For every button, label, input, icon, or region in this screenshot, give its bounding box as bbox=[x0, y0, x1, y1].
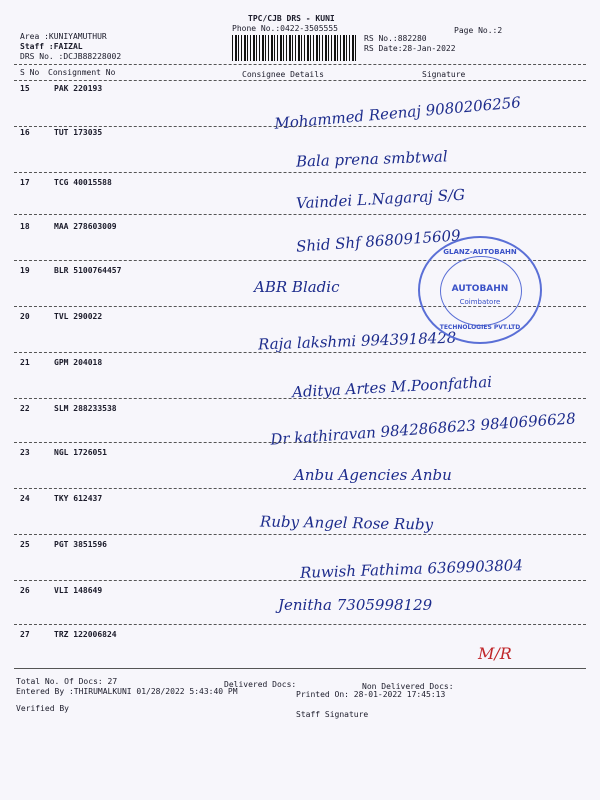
drs-number: DRS No. :DCJB88228002 bbox=[20, 52, 122, 61]
row-sno: 26 bbox=[20, 586, 30, 595]
rs-number: RS No.:882280 bbox=[364, 34, 427, 43]
row-handwriting: Bala prena smbtwal bbox=[295, 147, 448, 171]
row-divider bbox=[14, 534, 586, 535]
row-consignment: TVL 290022 bbox=[54, 312, 103, 321]
row-consignment: TRZ 122006824 bbox=[54, 630, 117, 639]
row-divider bbox=[14, 398, 586, 399]
col-header-sno: S No bbox=[20, 68, 40, 77]
row-sno: 16 bbox=[20, 128, 30, 137]
row-handwriting: Ruby Angel Rose Ruby bbox=[259, 512, 434, 534]
rs-date: RS Date:28-Jan-2022 bbox=[364, 44, 456, 53]
col-header-consignment: Consignment No bbox=[48, 68, 116, 77]
row-sno: 23 bbox=[20, 448, 30, 457]
row-consignment: GPM 204018 bbox=[54, 358, 103, 367]
row-handwriting: Aditya Artes M.Poonfathai bbox=[291, 372, 493, 402]
row-consignment: SLM 288233538 bbox=[54, 404, 117, 413]
row-divider bbox=[14, 624, 586, 625]
stamp-line3: Coimbatore bbox=[459, 298, 501, 306]
row-divider bbox=[14, 214, 586, 215]
row-consignment: TUT 173035 bbox=[54, 128, 103, 137]
row-sno: 24 bbox=[20, 494, 30, 503]
divider bbox=[14, 64, 586, 65]
row-consignment: PAK 220193 bbox=[54, 84, 103, 93]
total-docs: Total No. Of Docs: 27 bbox=[16, 677, 118, 686]
row-divider bbox=[14, 352, 586, 353]
row-consignment: PGT 3851596 bbox=[54, 540, 107, 549]
area-label: Area :KUNIYAMUTHUR bbox=[20, 32, 107, 41]
row-divider bbox=[14, 442, 586, 443]
row-handwriting: Anbu Agencies Anbu bbox=[294, 466, 452, 484]
staff-label: Staff :FAIZAL bbox=[20, 42, 83, 51]
col-header-consignee: Consignee Details bbox=[242, 70, 324, 79]
row-handwriting: Jenitha 7305998129 bbox=[278, 596, 433, 614]
row-consignment: TKY 612437 bbox=[54, 494, 103, 503]
row-sno: 18 bbox=[20, 222, 30, 231]
row-handwriting: Ruwish Fathima 6369903804 bbox=[299, 556, 524, 582]
row-sno: 17 bbox=[20, 178, 30, 187]
row-divider bbox=[14, 172, 586, 173]
entered-by: Entered By :THIRUMALKUNI 01/28/2022 5:43:40 PM bbox=[16, 687, 238, 696]
row-consignment: NGL 1726051 bbox=[54, 448, 107, 457]
row-handwriting: Raja lakshmi 9943918428 bbox=[257, 328, 457, 354]
row-handwriting: Dr kathiravan 9842868623 9840696628 bbox=[269, 409, 577, 449]
company-stamp bbox=[418, 236, 542, 344]
row-handwriting: ABR Bladic bbox=[254, 278, 340, 296]
row-sno: 25 bbox=[20, 540, 30, 549]
row-consignment: TCG 40015588 bbox=[54, 178, 112, 187]
row-sno: 15 bbox=[20, 84, 30, 93]
barcode bbox=[232, 35, 358, 61]
col-header-signature: Signature bbox=[422, 70, 466, 79]
verified-by: Verified By bbox=[16, 704, 69, 713]
row-divider bbox=[14, 580, 586, 581]
row-sno: 20 bbox=[20, 312, 30, 321]
stamp-line1: GLANZ-AUTOBAHN bbox=[443, 248, 517, 256]
footer-divider bbox=[14, 668, 586, 669]
document-title: TPC/CJB DRS - KUNI bbox=[248, 14, 335, 23]
staff-signature-label: Staff Signature bbox=[296, 710, 369, 719]
page-number: Page No.:2 bbox=[454, 26, 503, 35]
printed-on: Printed On: 28-01-2022 17:45:13 bbox=[296, 690, 446, 699]
row-sno: 19 bbox=[20, 266, 30, 275]
row-divider bbox=[14, 488, 586, 489]
mr-annotation: M/R bbox=[478, 644, 512, 663]
row-sno: 27 bbox=[20, 630, 30, 639]
delivered-docs: Delivered Docs: bbox=[224, 680, 297, 689]
non-delivered-docs: Non Delivered Docs: bbox=[362, 682, 454, 691]
row-consignment: BLR 5100764457 bbox=[54, 266, 122, 275]
row-handwriting: Vaindei L.Nagaraj S/G bbox=[295, 185, 466, 213]
row-handwriting: Shid Shf 8680915609 bbox=[295, 226, 462, 256]
row-consignment: VLI 148649 bbox=[54, 586, 103, 595]
row-handwriting: Mohammed Reenaj 9080206256 bbox=[273, 93, 522, 133]
row-sno: 22 bbox=[20, 404, 30, 413]
stamp-line2: AUTOBAHN bbox=[451, 284, 509, 294]
row-consignment: MAA 278603009 bbox=[54, 222, 117, 231]
divider bbox=[14, 80, 586, 81]
row-sno: 21 bbox=[20, 358, 30, 367]
phone-number: Phone No.:0422-3505555 bbox=[232, 24, 338, 33]
stamp-line4: TECHNOLOGIES PVT.LTD bbox=[439, 324, 521, 331]
row-divider bbox=[14, 126, 586, 127]
